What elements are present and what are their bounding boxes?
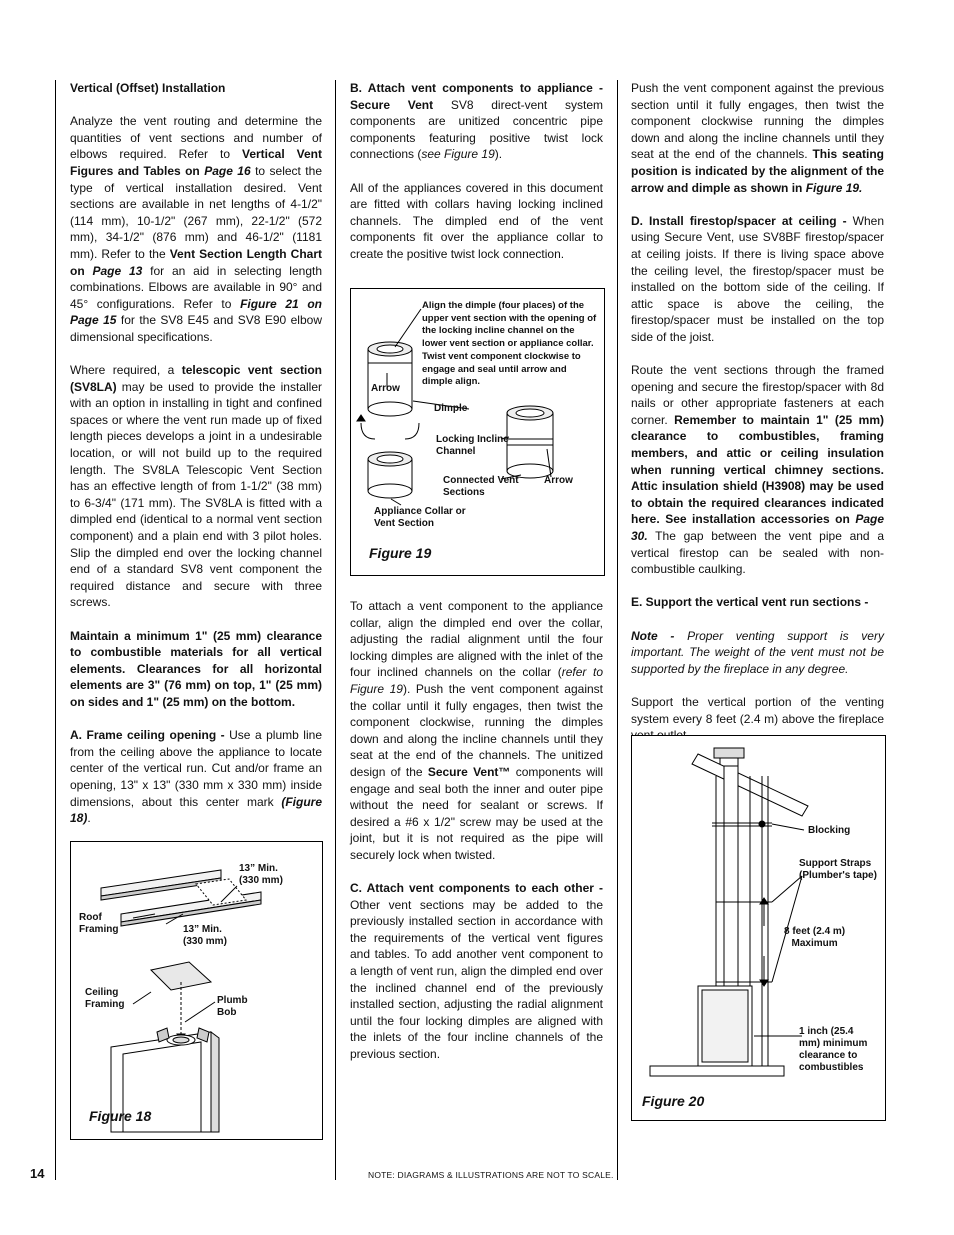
column-1 <box>70 80 322 843</box>
figure-18 <box>70 841 323 1140</box>
figure-19-locking-label: Locking Incline Channel <box>436 434 509 457</box>
figure-18-ceiling-label: Ceiling Framing <box>85 987 125 1010</box>
figure-20-straps-label: Support Straps (Plumber's tape) <box>799 858 877 881</box>
paragraph-attach-collar: To attach a vent component to the appliance collar, align the dimpled end over the collar, adjusting the radial alignment until the four locking dimples are aligned with the inlet of the four inclined channels on the collar (refer to Figure 19). Push the vent component against the collar until it fully engages, then twist the component clockwise, running the dimples down and along the incline channels until they seat at the end of the channels. The unitized design of the Secure Vent™ components will engage and seal both the inner and outer pipe without the need for sealant or screws. If desired a #6 x 1/2" screw may be used at the joint, but it is not required as the pipe will securely lock when twisted. <box>350 599 603 862</box>
paragraph-push: Push the vent component against the previous section until it fully engages, then twist the component clockwise running the dimples down and along the incline channels until they seat at the end of the channels. This seating position is indicated by the alignment of the arrow and dimple as shown in Figure 19. <box>631 81 884 195</box>
figure-19-connected-label: Connected Vent Sections <box>443 475 519 498</box>
figure-18-roof-label: Roof Framing <box>79 912 119 935</box>
figure-18-dim-side: 13” Min. (330 mm) <box>183 924 227 947</box>
paragraph-attach-appliance: B. Attach vent components to appliance - Secure Vent SV8 direct-vent system components are unitized concentric pipe components featuring positive twist lock connections (see Figure 19). <box>350 81 604 162</box>
section-heading: Vertical (Offset) Installation <box>70 81 226 95</box>
column-rule-left <box>55 80 56 1180</box>
figure-20-clearance-label: 1 inch (25.4 mm) minimum clearance to combustibles <box>799 1026 868 1073</box>
figure-20 <box>631 735 886 1121</box>
paragraph-frame-ceiling: A. Frame ceiling opening - Use a plumb line from the ceiling above the appliance to locate center of the vertical run. Cut and/or frame an opening, 13" x 13" (330 mm x 330 mm) inside dimensions, about this center mark (Figure 18). <box>70 728 322 826</box>
column-rule-middle <box>335 80 336 1180</box>
figure-19-collar-label: Appliance Collar or Vent Section <box>374 506 466 529</box>
footnote: NOTE: DIAGRAMS & ILLUSTRATIONS ARE NOT TO SCALE. <box>368 1170 614 1180</box>
paragraph-support: Support the vertical portion of the venting system every 8 feet (2.4 m) above the fireplace <box>631 694 884 726</box>
page-number: 14 <box>30 1166 45 1181</box>
figure-19-arrow-label: Arrow <box>371 383 400 394</box>
paragraph-route: Route the vent sections through the framed opening and secure the firestop/spacer with 8d nails or other appropriate fasteners at each corner. Remember to maintain 1" (25 mm) clearance to combustibles, framing members, and attic or ceiling insulation when running vertical chimney sections. Attic insulation shield (H3908) may be used to obtain the required clearances indicated here. See installation accessories on Page 30. The gap between the vent pipe and a vertical firestop can be sealed with non-combustible caulking. <box>631 363 884 577</box>
paragraph-collars: All of the appliances covered in this document are fitted with collars having locking inclined channels. The dimpled end of the vent components fit over the appliance collar to create the positive twist lock connection. <box>350 180 603 261</box>
column-2-lower <box>350 598 603 1079</box>
figure-20-eight-feet-label: 8 feet (2.4 m) Maximum <box>784 926 846 949</box>
figure-20-blocking-label: Blocking <box>808 825 851 836</box>
figure-18-dim-top: 13” Min. (330 mm) <box>239 863 283 886</box>
figure-19-dimple-label: Dimple <box>434 403 468 414</box>
figure-19-caption: Figure 19 <box>369 545 432 561</box>
column-rule-right <box>617 80 618 1180</box>
figure-18-plumb-label: Plumb Bob <box>217 995 248 1018</box>
figure-19 <box>350 288 605 576</box>
paragraph-clearance: Maintain a minimum 1" (25 mm) clearance to combustible materials for all vertical elements. Clearances for all horizontal elements are 3" (76 mm) on top, 1" (25 mm) on sides and 1" (25 mm) on the bottom. <box>70 628 322 709</box>
figure-19-arrow2-label: Arrow <box>544 475 573 486</box>
paragraph-support-heading: E. Support the vertical vent run sections - <box>631 595 869 610</box>
paragraph-note: Note - Proper venting support is very important. The weight of the vent must not be supported by the fireplace in any degree. <box>631 628 884 676</box>
column-3 <box>631 80 884 760</box>
figure-20-caption: Figure 20 <box>642 1093 705 1109</box>
paragraph-telescopic: Where required, a telescopic vent section (SV8LA) may be used to provide the installer with an option in installing in tight and confined spaces or where the vent run made up of fixed length pieces develops a joint in a undesirable location, or will not build up to the required length. The SV8LA Telescopic Vent Section has an effective length of from 1-1/2" (38 mm) to 6-3/4" (171 mm). The SV8LA is fitted with a dimpled end (identical to a normal vent section component) and a plain end with 3 pilot holes. Slip the dimpled end over the locking channel end of a standard SV8 vent component the required distance and secure with three screws. <box>70 363 322 610</box>
figure-18-caption: Figure 18 <box>89 1108 152 1124</box>
paragraph-attach-each-other: C. Attach vent components to each other - Other vent sections may be added to the previously installed section in accordance with the requirements of the vertical vent figures and tables. To add another vent component to a length of vent run, align the dimpled end over the inclined channel end of the previously installed section, adjusting the radial alignment until the four locking dimples are aligned with the inlets of the four incline channels of the previous section. <box>350 881 603 1062</box>
paragraph-firestop: D. Install firestop/spacer at ceiling - When using Secure Vent, use SV8BF firestop/spacer at ceiling joists. If there is living space above the ceiling level, the firestop/spacer must be installed on the bottom side of the ceiling. If attic space is above the ceiling, the firestop/spacer must be installed on the top side of the joist. <box>631 213 884 344</box>
figure-19-note: Align the dimple (four places) of the upper vent section with the opening of the locking incline channel on the lower vent section or appliance collar. Twist vent component clockwise to engage and seal until arrow and dimple align. <box>422 300 597 388</box>
paragraph-analyze: Analyze the vent routing and determine the quantities of vent sections and number of elbows required. Refer to Vertical Vent Figures and Tables on Page 16 to select the type of vertical installation desired. Vent sections are available in net lengths of 4-1/2" (114 mm), 10-1/2" (267 mm), 22-1/2" (572 mm), 34-1/2" (876 mm) and 46-1/2" (1181 mm). Refer to the Vent Section Length Chart on Page 13 for an aid in selecting length combinations. Elbows are available in 90° and 45° configurations. Refer to Figure 21 on Page 15 for the SV8 E45 and SV8 E90 elbow dimensional specifications. <box>70 114 323 344</box>
column-2 <box>350 80 603 279</box>
